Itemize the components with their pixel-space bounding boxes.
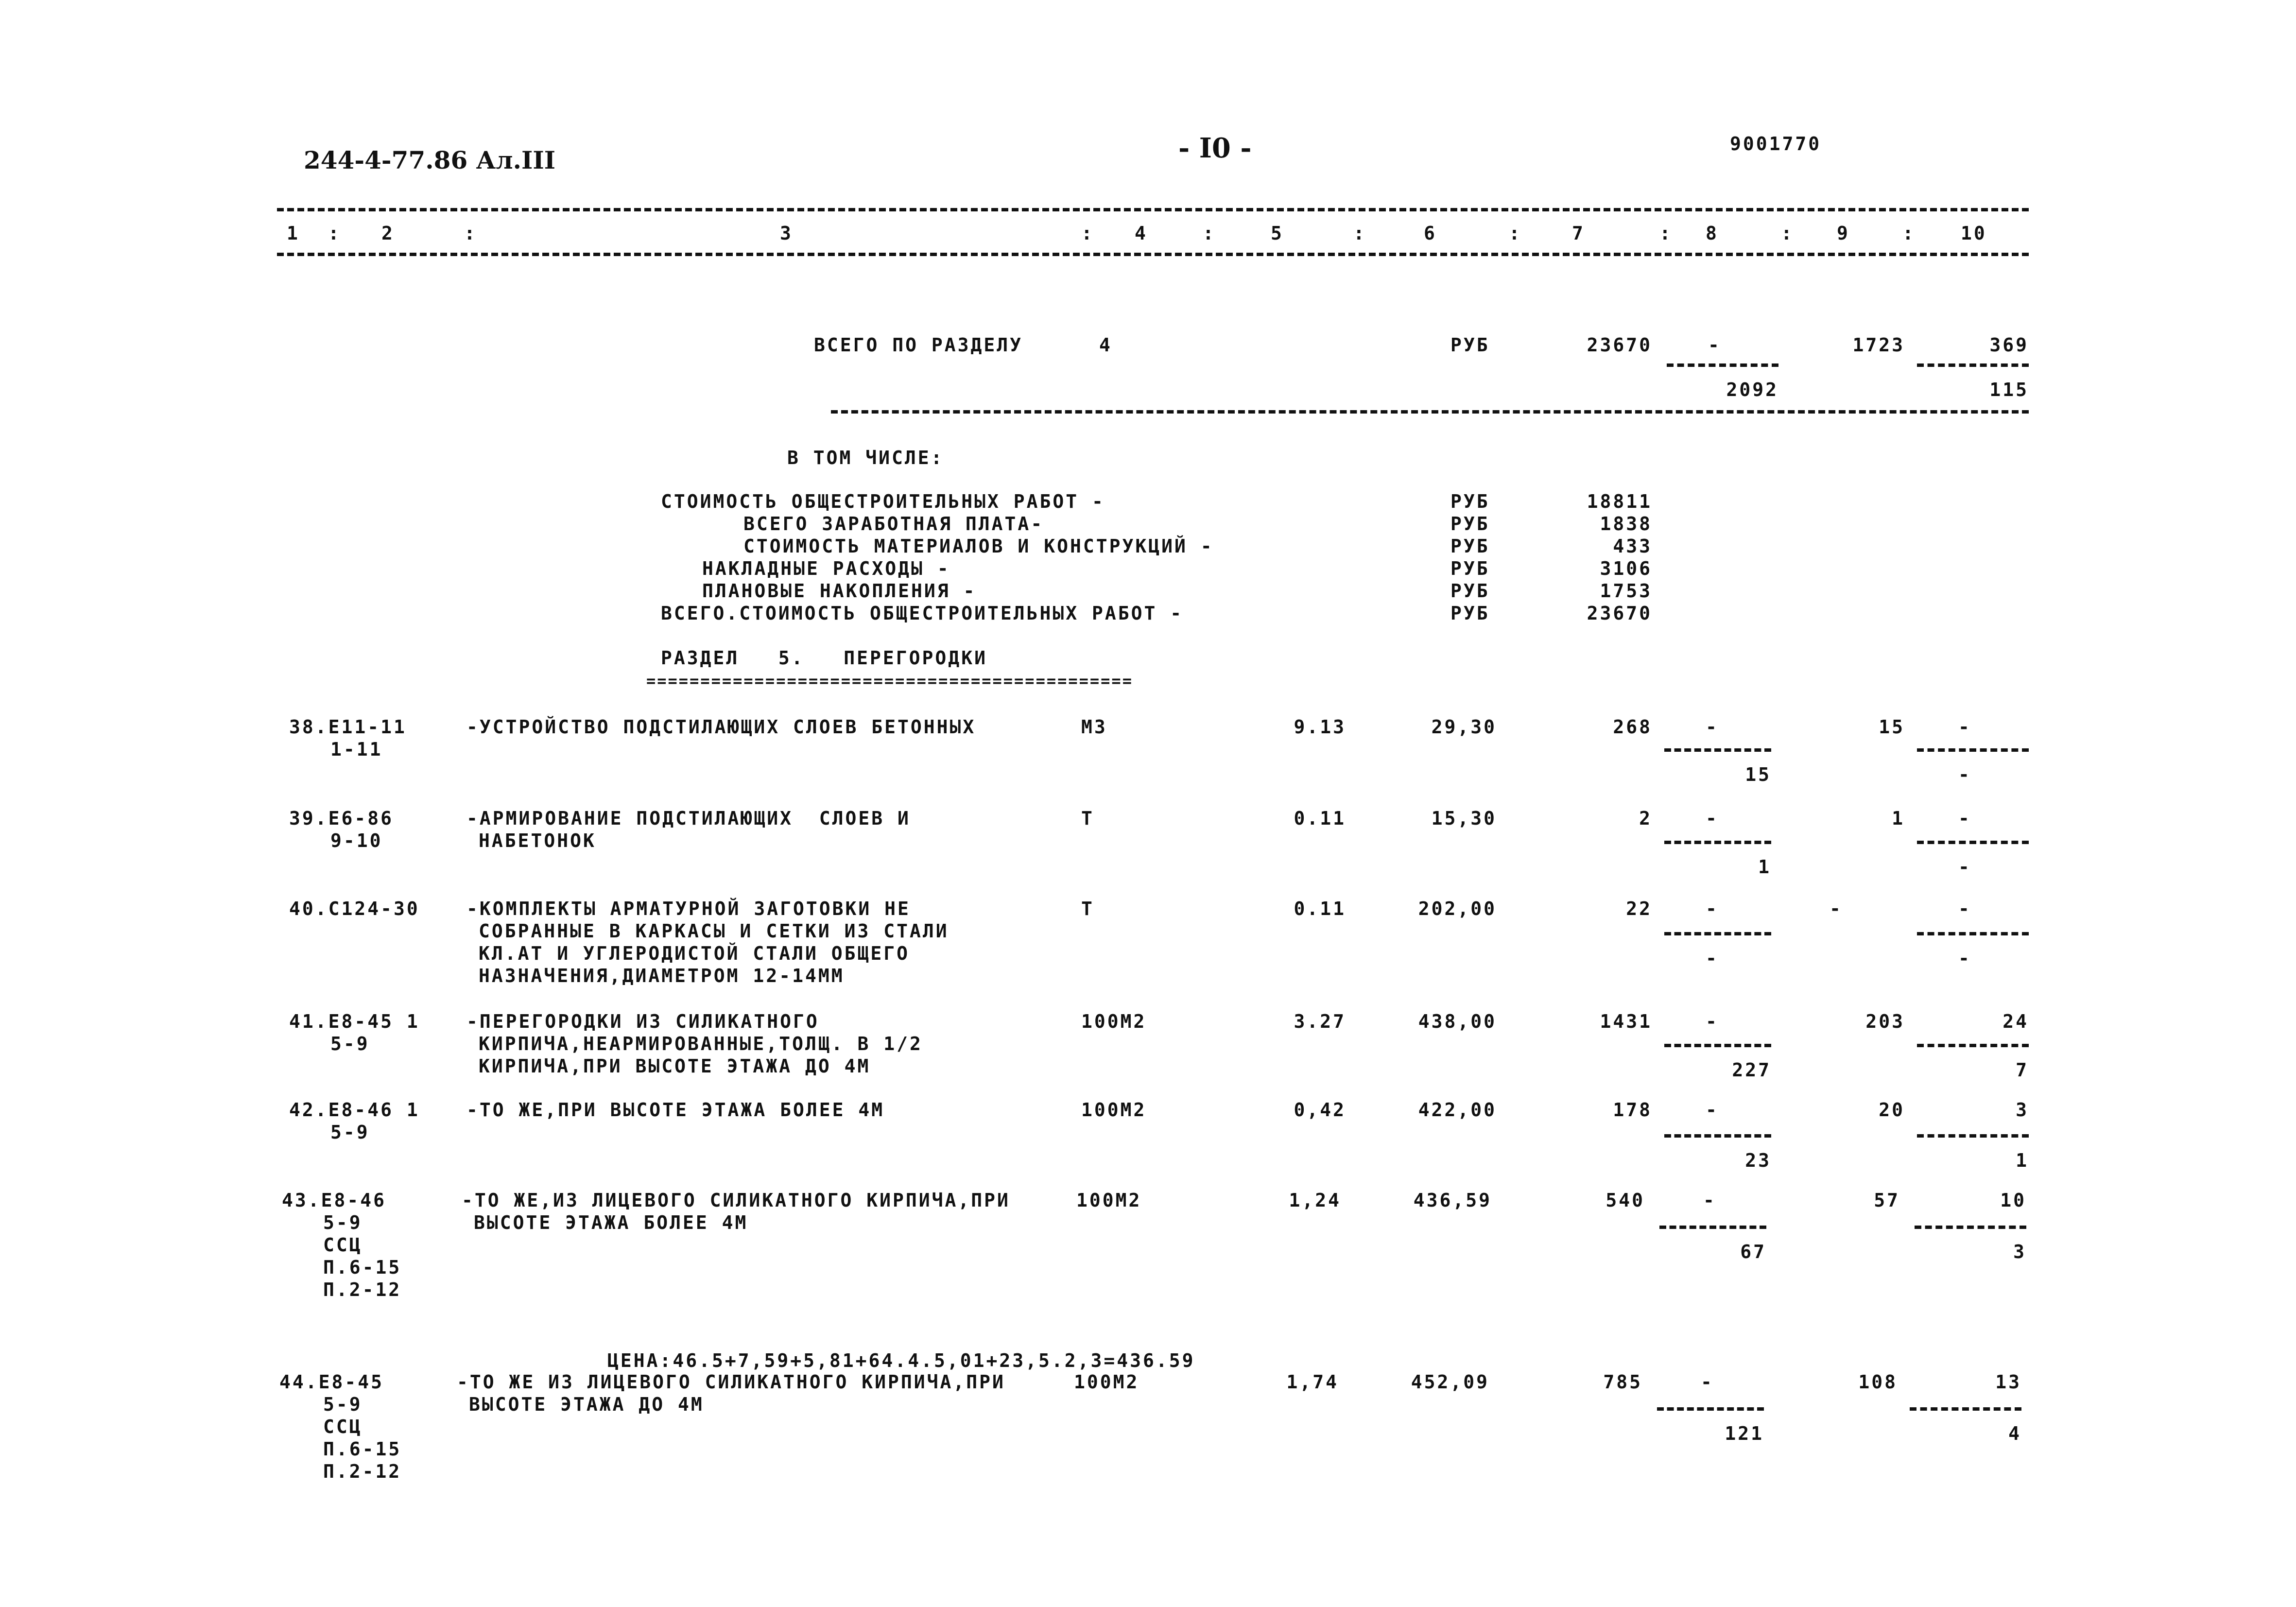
row-quantity: 1,24 <box>1289 1190 1341 1211</box>
row-quantity: 9.13 <box>1294 716 1346 738</box>
row-price: 452,09 <box>1411 1371 1489 1393</box>
row-c10-bottom: 1 <box>2016 1150 2029 1171</box>
row-unit: 100М2 <box>1081 1099 1147 1121</box>
section-total-rule <box>831 410 2029 414</box>
including-value: 18811 <box>1587 491 1652 512</box>
including-unit: РУБ <box>1450 603 1490 624</box>
row-code: П.6-15 <box>323 1438 402 1460</box>
row-description: КЛ.АТ И УГЛЕРОДИСТОЙ СТАЛИ ОБЩЕГО <box>479 943 910 964</box>
including-label: СТОИМОСТЬ МАТЕРИАЛОВ И КОНСТРУКЦИЙ - <box>743 536 1214 557</box>
row-quantity: 0,42 <box>1294 1099 1346 1121</box>
row-code: ССЦ <box>323 1416 363 1437</box>
col-sep: : <box>1902 223 1916 244</box>
row-price: 202,00 <box>1418 898 1497 919</box>
row-c10-bottom: - <box>1958 856 1971 878</box>
row-c8-bottom: 23 <box>1745 1150 1771 1171</box>
row-c7: 22 <box>1626 898 1652 919</box>
row-c8-top: - <box>1706 1011 1719 1032</box>
fraction-rule <box>1917 1044 2029 1047</box>
row-c10-top: 24 <box>2003 1011 2029 1032</box>
fraction-rule <box>1910 1407 2021 1411</box>
price-calculation-note: ЦЕНА:46.5+7,59+5,81+64.4.5,01+23,5.2,3=436.59 <box>607 1350 1195 1371</box>
section-total-number: 4 <box>1099 334 1112 356</box>
fraction-rule <box>1664 932 1771 935</box>
stamp-number: 9001770 <box>1730 133 1822 155</box>
row-code: ССЦ <box>323 1234 363 1256</box>
row-c10-top: 10 <box>2000 1190 2026 1211</box>
row-c9: 20 <box>1879 1099 1905 1121</box>
row-code: 5-9 <box>323 1394 363 1415</box>
including-label: ВСЕГО ЗАРАБОТНАЯ ПЛАТА- <box>743 513 1044 535</box>
including-unit: РУБ <box>1450 580 1490 602</box>
col-9: 9 <box>1837 223 1850 244</box>
row-price: 436,59 <box>1413 1190 1492 1211</box>
row-c8-top: - <box>1701 1371 1714 1393</box>
row-c10-bottom: 3 <box>2013 1241 2026 1262</box>
row-code: 42.Е8-46 1 <box>289 1099 420 1121</box>
row-description: ВЫСОТЕ ЭТАЖА ДО 4М <box>469 1394 704 1415</box>
row-c8-bottom: 15 <box>1745 764 1771 785</box>
row-c7: 1431 <box>1600 1011 1652 1032</box>
row-price: 422,00 <box>1418 1099 1497 1121</box>
col-sep: : <box>1203 223 1216 244</box>
row-c8-bottom: 67 <box>1740 1241 1766 1262</box>
row-c10-top: 13 <box>1995 1371 2021 1393</box>
row-description: НАЗНАЧЕНИЯ,ДИАМЕТРОМ 12-14ММ <box>479 965 845 986</box>
row-c7: 268 <box>1613 716 1652 738</box>
including-unit: РУБ <box>1450 513 1490 535</box>
row-code: 5-9 <box>330 1033 370 1054</box>
section-total-unit: РУБ <box>1450 334 1490 356</box>
including-value: 1838 <box>1600 513 1652 535</box>
row-code: П.2-12 <box>323 1461 402 1482</box>
row-description: -КОМПЛЕКТЫ АРМАТУРНОЙ ЗАГОТОВКИ НЕ <box>466 898 911 919</box>
fraction-rule <box>1917 363 2029 367</box>
row-c9: 108 <box>1858 1371 1898 1393</box>
col-sep: : <box>1081 223 1094 244</box>
col-10: 10 <box>1961 223 1987 244</box>
col-sep: : <box>464 223 477 244</box>
row-quantity: 3.27 <box>1294 1011 1346 1032</box>
row-description: ВЫСОТЕ ЭТАЖА БОЛЕЕ 4М <box>474 1212 748 1233</box>
row-description: -УСТРОЙСТВО ПОДСТИЛАЮЩИХ СЛОЕВ БЕТОННЫХ <box>466 716 976 738</box>
col-7: 7 <box>1572 223 1585 244</box>
row-price: 29,30 <box>1431 716 1497 738</box>
row-c9: 57 <box>1874 1190 1900 1211</box>
section-total-c7: 23670 <box>1587 334 1652 356</box>
row-code: 5-9 <box>330 1122 370 1143</box>
row-description: -ТО ЖЕ,ИЗ ЛИЦЕВОГО СИЛИКАТНОГО КИРПИЧА,ПРИ <box>462 1190 1010 1211</box>
section-total-c8-bottom: 2092 <box>1726 379 1778 400</box>
row-c7: 178 <box>1613 1099 1652 1121</box>
row-c7: 2 <box>1639 808 1652 829</box>
row-description: КИРПИЧА,НЕАРМИРОВАННЫЕ,ТОЛЩ. В 1/2 <box>479 1033 923 1054</box>
fraction-rule <box>1667 363 1778 367</box>
row-code: 39.Е6-86 <box>289 808 394 829</box>
row-unit: 100М2 <box>1076 1190 1142 1211</box>
row-c10-top: 3 <box>2016 1099 2029 1121</box>
row-c8-top: - <box>1706 716 1719 738</box>
document-code: 244-4-77.86 Ал.III <box>304 146 556 174</box>
row-description: КИРПИЧА,ПРИ ВЫСОТЕ ЭТАЖА ДО 4М <box>479 1055 871 1077</box>
including-unit: РУБ <box>1450 558 1490 579</box>
including-value: 23670 <box>1587 603 1652 624</box>
col-6: 6 <box>1424 223 1437 244</box>
fraction-rule <box>1917 841 2029 844</box>
header-bottom-rule <box>277 253 2029 256</box>
fraction-rule <box>1917 932 2029 935</box>
section-total-label: ВСЕГО ПО РАЗДЕЛУ <box>814 334 1023 356</box>
col-sep: : <box>1353 223 1366 244</box>
including-value: 3106 <box>1600 558 1652 579</box>
row-code: П.2-12 <box>323 1279 402 1300</box>
col-sep: : <box>328 223 341 244</box>
including-label: ПЛАНОВЫЕ НАКОПЛЕНИЯ - <box>702 580 977 602</box>
row-c10-bottom: 4 <box>2008 1423 2021 1444</box>
row-c9: 203 <box>1865 1011 1905 1032</box>
fraction-rule <box>1659 1226 1766 1229</box>
row-c8-top: - <box>1706 808 1719 829</box>
row-c8-bottom: - <box>1706 948 1719 969</box>
row-unit: М3 <box>1081 716 1107 738</box>
row-code: П.6-15 <box>323 1257 402 1278</box>
row-description: СОБРАННЫЕ В КАРКАСЫ И СЕТКИ ИЗ СТАЛИ <box>479 920 949 942</box>
row-code: 38.Е11-11 <box>289 716 407 738</box>
row-c8-top: - <box>1706 898 1719 919</box>
fraction-rule <box>1657 1407 1764 1411</box>
row-quantity: 0.11 <box>1294 898 1346 919</box>
row-c8-bottom: 1 <box>1758 856 1771 878</box>
fraction-rule <box>1917 1134 2029 1138</box>
row-c7: 540 <box>1605 1190 1645 1211</box>
row-c8-bottom: 121 <box>1725 1423 1764 1444</box>
row-c10-bottom: - <box>1958 764 1971 785</box>
row-code: 43.Е8-46 <box>282 1190 387 1211</box>
fraction-rule <box>1664 748 1771 752</box>
including-label: СТОИМОСТЬ ОБЩЕСТРОИТЕЛЬНЫХ РАБОТ - <box>661 491 1105 512</box>
col-1: 1 <box>287 223 300 244</box>
row-c9: 1 <box>1892 808 1905 829</box>
row-c9: - <box>1830 898 1843 919</box>
header-top-rule <box>277 208 2029 211</box>
row-c8-top: - <box>1706 1099 1719 1121</box>
section-total-c9: 1723 <box>1852 334 1905 356</box>
row-c7: 785 <box>1603 1371 1642 1393</box>
row-c10-top: - <box>1958 898 1971 919</box>
row-c10-bottom: - <box>1958 948 1971 969</box>
col-3: 3 <box>780 223 793 244</box>
section-heading: РАЗДЕЛ 5. ПЕРЕГОРОДКИ <box>661 647 987 669</box>
col-4: 4 <box>1135 223 1148 244</box>
col-8: 8 <box>1706 223 1719 244</box>
fraction-rule <box>1915 1226 2026 1229</box>
fraction-rule <box>1664 841 1771 844</box>
row-code: 9-10 <box>330 830 383 851</box>
row-description: -АРМИРОВАНИЕ ПОДСТИЛАЮЩИХ СЛОЕВ И <box>466 808 911 829</box>
row-description: -ТО ЖЕ,ПРИ ВЫСОТЕ ЭТАЖА БОЛЕЕ 4М <box>466 1099 885 1121</box>
col-sep: : <box>1659 223 1673 244</box>
row-price: 438,00 <box>1418 1011 1497 1032</box>
row-code: 1-11 <box>330 739 383 760</box>
fraction-rule <box>1917 748 2029 752</box>
including-label: ВСЕГО.СТОИМОСТЬ ОБЩЕСТРОИТЕЛЬНЫХ РАБОТ - <box>661 603 1184 624</box>
col-2: 2 <box>381 223 395 244</box>
col-5: 5 <box>1271 223 1284 244</box>
including-unit: РУБ <box>1450 491 1490 512</box>
including-label: НАКЛАДНЫЕ РАСХОДЫ - <box>702 558 950 579</box>
section-total-c10-bottom: 115 <box>1989 379 2029 400</box>
including-value: 1753 <box>1600 580 1652 602</box>
page-number: - I0 - <box>1178 132 1252 164</box>
row-unit: 100М2 <box>1081 1011 1147 1032</box>
including-value: 433 <box>1613 536 1652 557</box>
row-unit: 100М2 <box>1074 1371 1139 1393</box>
row-code: 5-9 <box>323 1212 363 1233</box>
row-quantity: 1,74 <box>1286 1371 1339 1393</box>
row-c8-top: - <box>1703 1190 1716 1211</box>
row-code: 44.Е8-45 <box>279 1371 384 1393</box>
section-heading-underline: ============================================= <box>646 672 1133 690</box>
row-description: -ПЕРЕГОРОДКИ ИЗ СИЛИКАТНОГО <box>466 1011 819 1032</box>
row-c10-top: - <box>1958 716 1971 738</box>
row-c10-bottom: 7 <box>2016 1059 2029 1081</box>
including-unit: РУБ <box>1450 536 1490 557</box>
row-description: НАБЕТОНОК <box>479 830 596 851</box>
row-c8-bottom: 227 <box>1732 1059 1771 1081</box>
row-code: 40.С124-30 <box>289 898 420 919</box>
fraction-rule <box>1664 1044 1771 1047</box>
section-total-c10-top: 369 <box>1989 334 2029 356</box>
row-unit: Т <box>1081 898 1094 919</box>
row-c10-top: - <box>1958 808 1971 829</box>
section-total-c8-top: - <box>1708 334 1721 356</box>
row-description: -ТО ЖЕ ИЗ ЛИЦЕВОГО СИЛИКАТНОГО КИРПИЧА,ПРИ <box>457 1371 1005 1393</box>
row-c9: 15 <box>1879 716 1905 738</box>
row-price: 15,30 <box>1431 808 1497 829</box>
fraction-rule <box>1664 1134 1771 1138</box>
row-code: 41.Е8-45 1 <box>289 1011 420 1032</box>
col-sep: : <box>1781 223 1794 244</box>
row-unit: Т <box>1081 808 1094 829</box>
row-quantity: 0.11 <box>1294 808 1346 829</box>
col-sep: : <box>1509 223 1522 244</box>
including-title: В ТОМ ЧИСЛЕ: <box>787 447 944 468</box>
